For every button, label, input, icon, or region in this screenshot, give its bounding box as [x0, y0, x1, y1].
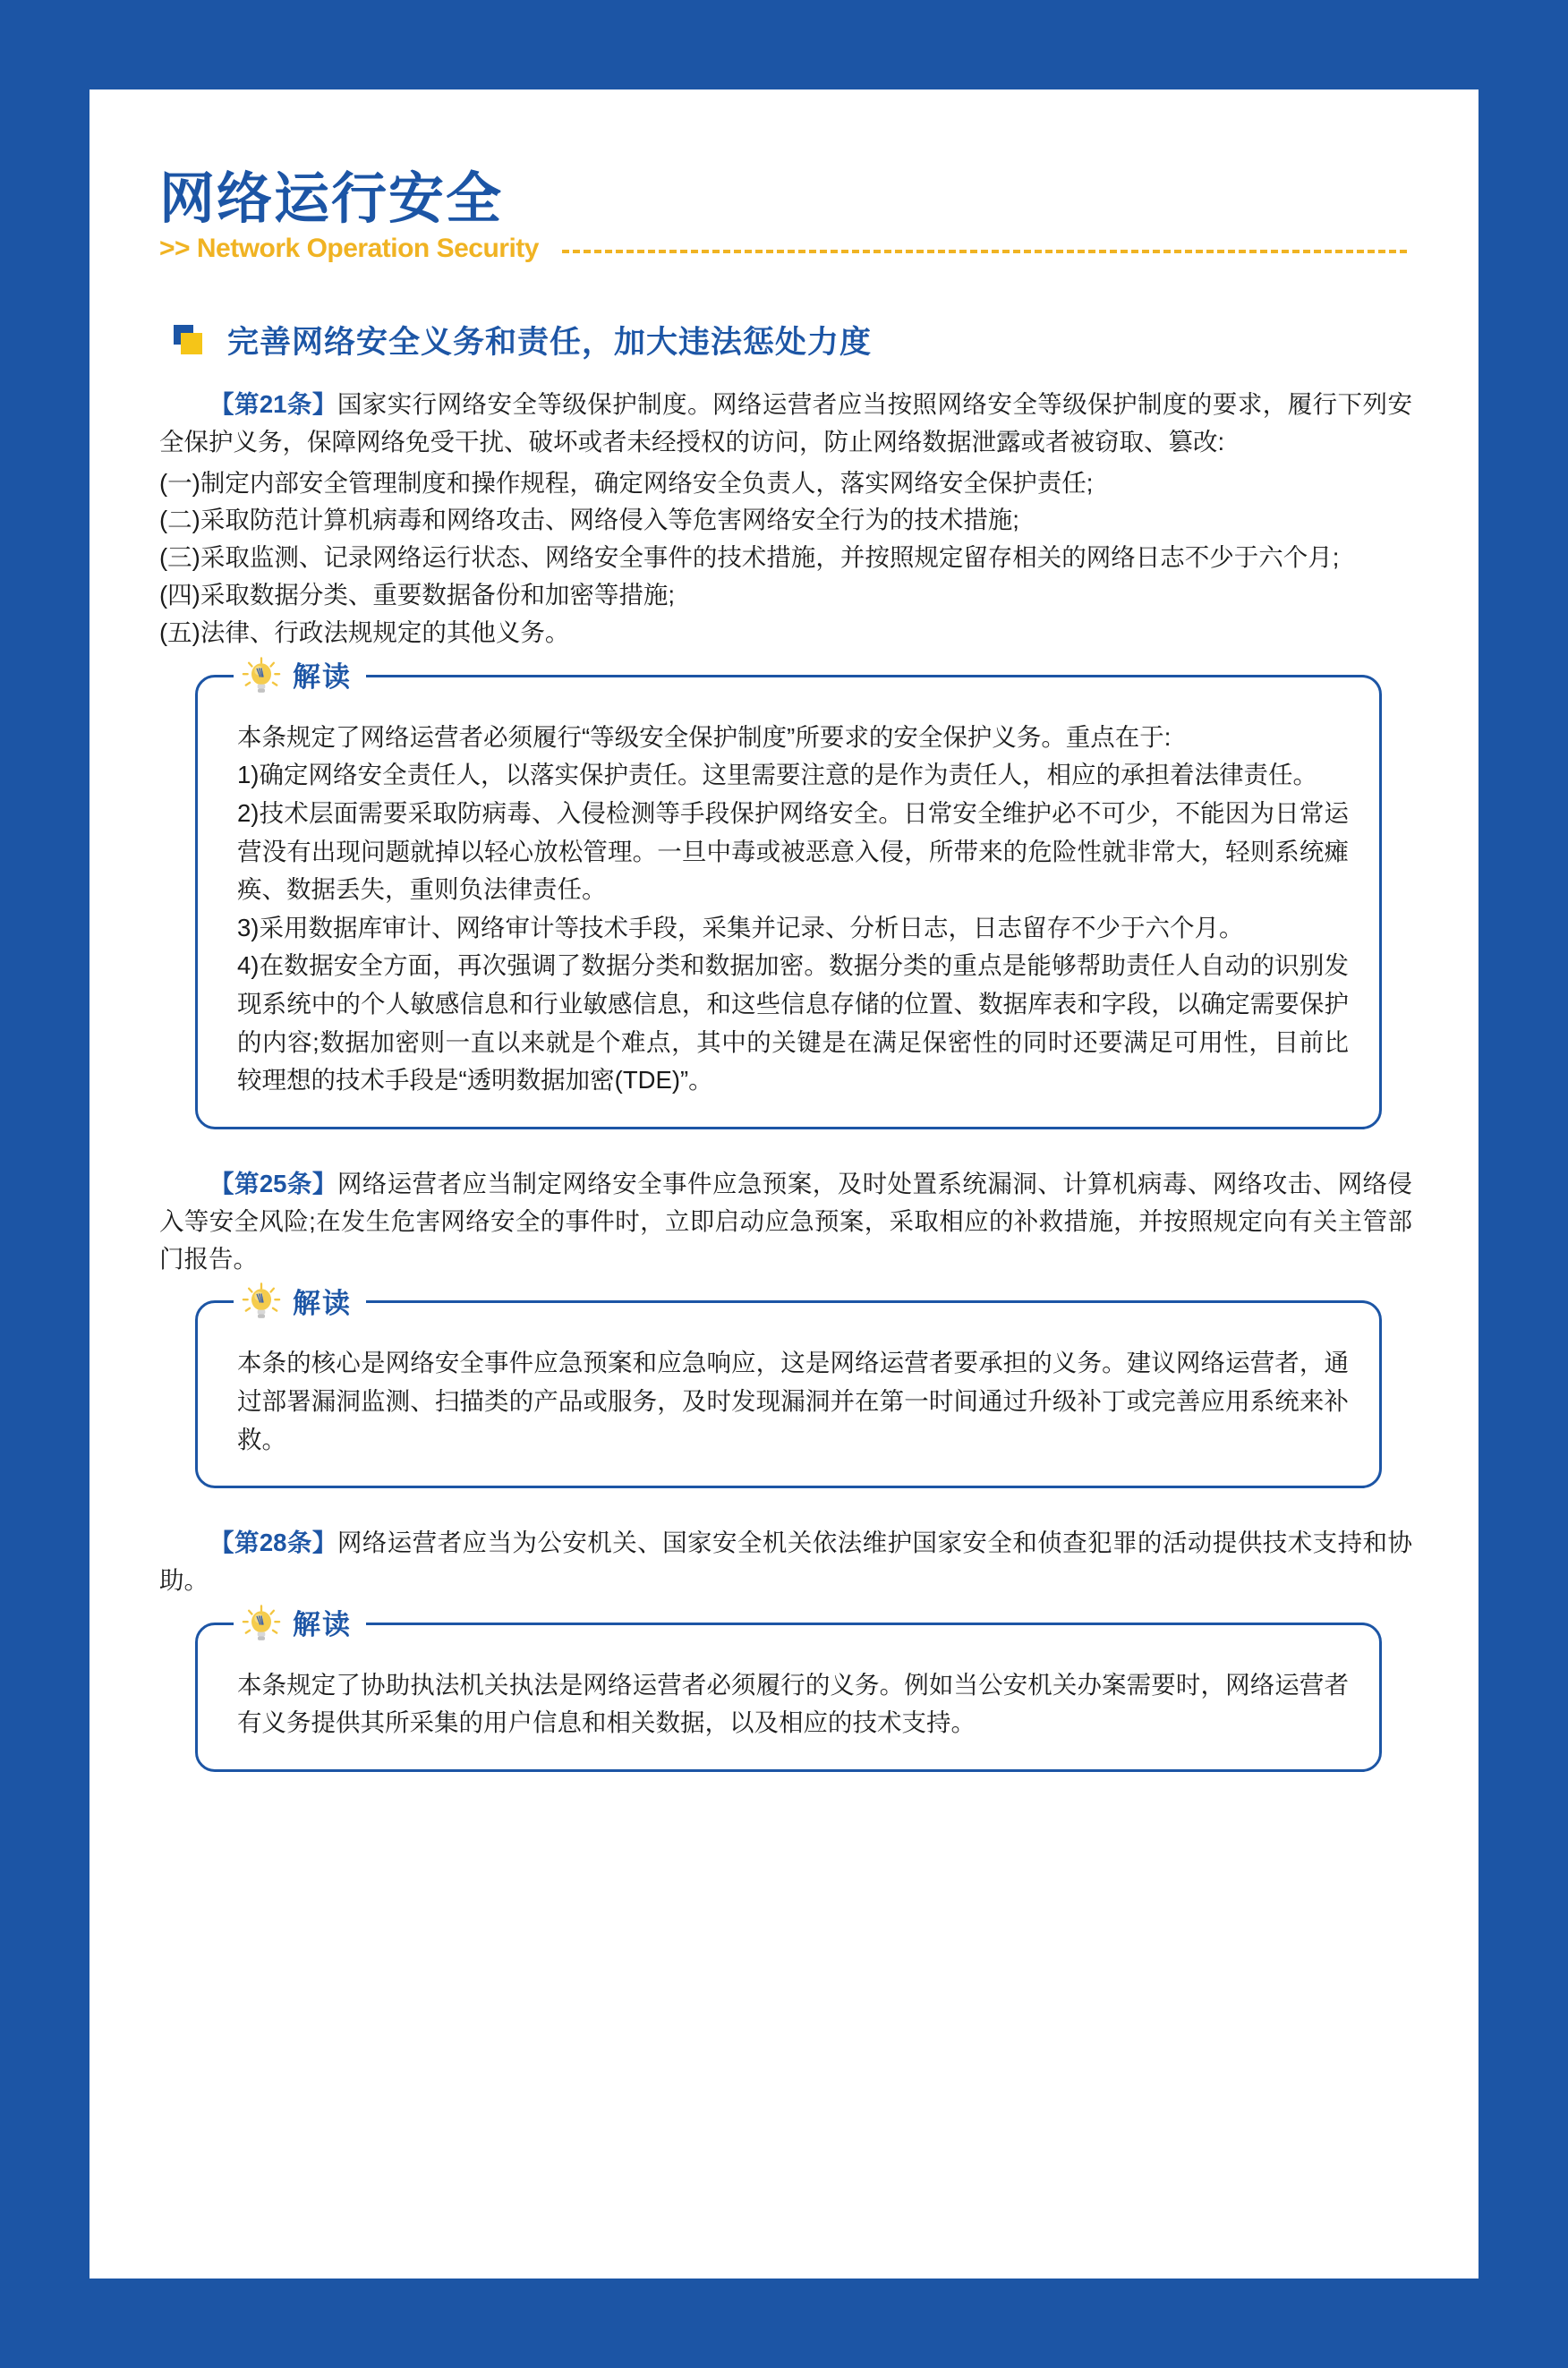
interpretation-label — [234, 1602, 366, 1648]
article-paragraph — [159, 386, 1412, 461]
interpretation-box — [195, 661, 1382, 1129]
interpretation-title: 解读 — [293, 1287, 352, 1319]
article-paragraph — [159, 1524, 1412, 1599]
interpretation-label — [234, 654, 366, 701]
subtitle-row — [159, 234, 1412, 264]
interpretation-paragraph: 4)在数据安全方面，再次强调了数据分类和数据加密。数据分类的重点是能够帮助责任人自动的识别发现系统中的个人敏感信息和行业敏感信息，和这些信息存储的位置、数据库表和字段，以确定需要保护的内容;数据加密则一直以来就是个难点，其中的关键是在满足保密性的同时还要满足可用性，目前比较理想的技术手段是“透明数据加密(TDE)”。 — [237, 951, 1349, 1095]
interpretation-box — [195, 1287, 1382, 1488]
interpretation-paragraph: 1)确定网络安全责任人，以落实保护责任。这里需要注意的是作为责任人，相应的承担着法律责任。 — [237, 761, 1317, 789]
square-bullet-icon — [174, 325, 204, 355]
list-item: (一)制定内部安全管理制度和操作规程，确定网络安全负责人，落实网络安全保护责任; — [159, 468, 1094, 497]
lightbulb-icon — [241, 1605, 282, 1646]
article-block — [159, 1524, 1412, 1599]
page-subtitle: >> Network Operation Security — [159, 234, 539, 264]
square-bullet-yellow — [181, 333, 202, 354]
article-block — [159, 1165, 1412, 1277]
interpretation-label — [234, 1280, 366, 1326]
interpretation-body — [237, 1344, 1349, 1459]
article-block — [159, 386, 1412, 461]
article-paragraph — [159, 1165, 1412, 1277]
interpretation-title: 解读 — [293, 1609, 352, 1641]
interpretation-paragraph: 本条规定了网络运营者必须履行“等级安全保护制度”所要求的安全保护义务。重点在于: — [237, 722, 1172, 751]
list-item: (五)法律、行政法规规定的其他义务。 — [159, 618, 570, 646]
list-item: (二)采取防范计算机病毒和网络攻击、网络侵入等危害网络安全行为的技术措施; — [159, 506, 1019, 534]
interpretation-body — [237, 719, 1349, 1100]
interpretation-body — [237, 1666, 1349, 1742]
interpretation-paragraph: 3)采用数据库审计、网络审计等技术手段，采集并记录、分析日志，日志留存不少于六个月。 — [237, 913, 1244, 941]
page-canvas — [89, 89, 1479, 2279]
list-item: (四)采取数据分类、重要数据备份和加密等措施; — [159, 581, 675, 609]
lightbulb-icon — [241, 657, 282, 698]
article-number: 【第28条】 — [209, 1529, 337, 1557]
section-title: 完善网络安全义务和责任，加大违法惩处力度 — [227, 325, 873, 361]
interpretation-paragraph: 2)技术层面需要采取防病毒、入侵检测等手段保护网络安全。日常安全维护必不可少，不能因为日常运营没有出现问题就掉以轻心放松管理。一旦中毒或被恶意入侵，所带来的危险性就非常大，轻则系统瘫痪、数据丢失，重则负法律责任。 — [237, 798, 1349, 904]
section-heading — [159, 318, 1412, 362]
interpretation-paragraph: 本条规定了协助执法机关执法是网络运营者必须履行的义务。例如当公安机关办案需要时，网络运营者有义务提供其所采集的用户信息和相关数据，以及相应的技术支持。 — [237, 1670, 1349, 1737]
article-number: 【第25条】 — [209, 1169, 337, 1197]
article-lead-text: 网络运营者应当为公安机关、国家安全机关依法维护国家安全和侦查犯罪的活动提供技术支持和协助。 — [159, 1529, 1412, 1594]
page-title: 网络运行安全 — [159, 168, 504, 230]
interpretation-title: 解读 — [293, 661, 352, 694]
dashed-divider — [562, 250, 1407, 253]
article-lead-text: 网络运营者应当制定网络安全事件应急预案，及时处置系统漏洞、计算机病毒、网络攻击、网络侵入等安全风险;在发生危害网络安全的事件时，立即启动应急预案，采取相应的补救措施，并按照规定向有关主管部门报告。 — [159, 1169, 1412, 1273]
page-content — [159, 143, 1412, 1772]
list-item: (三)采取监测、记录网络运行状态、网络安全事件的技术措施，并按照规定留存相关的网络日志不少于六个月; — [159, 543, 1340, 572]
article-items — [159, 464, 1412, 652]
article-lead-text: 国家实行网络安全等级保护制度。网络运营者应当按照网络安全等级保护制度的要求，履行下列安全保护义务，保障网络免受干扰、破坏或者未经授权的访问，防止网络数据泄露或者被窃取、篡改: — [159, 390, 1412, 456]
interpretation-paragraph: 本条的核心是网络安全事件应急预案和应急响应，这是网络运营者要承担的义务。建议网络运营者，通过部署漏洞监测、扫描类的产品或服务，及时发现漏洞并在第一时间通过升级补丁或完善应用系统来补救。 — [237, 1349, 1349, 1453]
page-header — [159, 170, 1412, 264]
interpretation-box — [195, 1609, 1382, 1772]
lightbulb-icon — [241, 1282, 282, 1324]
article-number: 【第21条】 — [209, 390, 337, 419]
